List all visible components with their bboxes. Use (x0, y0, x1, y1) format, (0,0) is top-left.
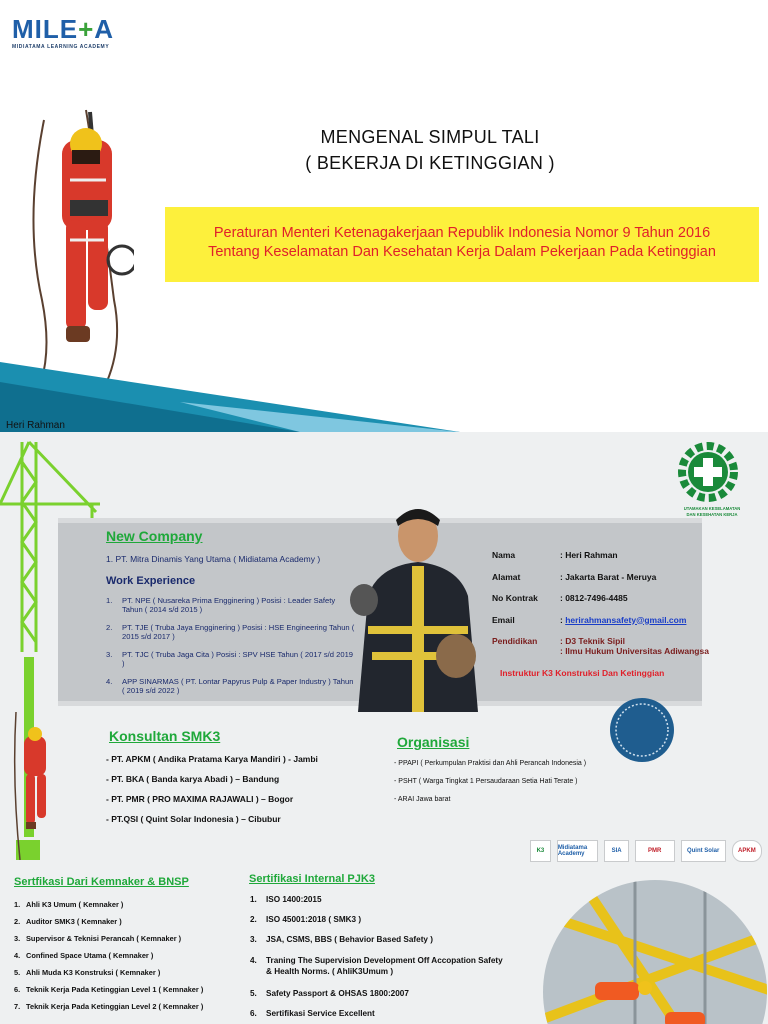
partner-logo-apkm: APKM (732, 840, 762, 862)
bio-row-alamat: Alamat : Jakarta Barat - Meruya (492, 571, 657, 582)
organisasi-heading: Organisasi (397, 734, 470, 750)
regulation-line-2: Tentang Keselamatan Dan Kesehatan Kerja Dalam Pekerjaan Pada Ketinggian (208, 244, 716, 260)
list-item: 5. Ahli Muda K3 Konstruksi ( Kemnaker ) (14, 968, 161, 977)
sertifikasi-kemnaker-heading: Sertfikasi Dari Kemnaker & BNSP (14, 876, 189, 888)
partner-logo-pmr: PMR (635, 840, 675, 862)
list-item: - ARAI Jawa barat (394, 796, 451, 803)
sertifikasi-internal-list (250, 895, 506, 1024)
sertifikasi-kemnaker-list (14, 900, 203, 1019)
regulation-line-1: Peraturan Menteri Ketenagakerjaan Republik Indonesia Nomor 9 Tahun 2016 (213, 225, 711, 241)
email-link[interactable]: herirahmansafety@gmail.com (565, 614, 687, 625)
organisasi-list (394, 760, 586, 814)
list-item: 2. ISO 45001:2018 ( SMK3 ) (250, 915, 362, 924)
partner-logo-quint-solar: Quint Solar (681, 840, 726, 862)
round-badge (608, 696, 676, 764)
teal-swoosh-band (0, 362, 460, 432)
partner-logo-midiatama: Midiatama Academy (557, 840, 599, 862)
konsultan-heading: Konsultan SMK3 (109, 728, 221, 744)
list-item: 4. Traning The Supervision Development Off Accopation Safety & Health Norms. ( AhliK3Umum ) (250, 956, 503, 976)
firefighter-portrait (338, 496, 493, 712)
k3-caption-line-1: UTAMAKAN KESELAMATAN (683, 506, 741, 511)
bio-row-kontrak: No Kontrak : 0812-7496-4485 (492, 593, 628, 603)
partner-logo-sia: SIA (604, 840, 629, 862)
list-item: 7. Teknik Kerja Pada Ketinggian Level 2 ( Kemnaker ) (14, 1002, 204, 1011)
logo-wordmark: MILE+A (12, 14, 115, 44)
bio-details (492, 550, 742, 678)
list-item: 2. PT. TJE ( Truba Jaya Engginering ) Posisi : HSE Engineering Tahun ( 2015 s/d 2017 ) (106, 623, 355, 641)
presentation-title: MENGENAL SIMPUL TALI ( BEKERJA DI KETINGGIAN ) (305, 127, 555, 173)
k3-caption-line-2: DAN KESEHATAN KERJA (686, 512, 738, 517)
list-item: - PSHT ( Warga Tingkat 1 Persaudaraan Setia Hati Terate ) (394, 778, 578, 785)
sertifikasi-internal-heading: Sertifikasi Internal PJK3 (249, 873, 375, 885)
list-item: - PT. BKA ( Banda karya Abadi ) – Bandung (106, 774, 280, 784)
work-experience-heading: Work Experience (106, 575, 196, 587)
list-item: 3. Supervisor & Teknisi Perancah ( Kemnaker ) (14, 934, 182, 943)
list-item: 6. Teknik Kerja Pada Ketinggian Level 1 ( Kemnaker ) (14, 985, 204, 994)
profile-slide (0, 432, 768, 1024)
list-item: 4. APP SINARMAS ( PT. Lontar Papyrus Pulp & Paper Industry ) Tahun ( 2019 s/d 2022 ) (106, 677, 354, 695)
list-item: - PT. PMR ( PRO MAXIMA RAJAWALI ) – Bogor (106, 794, 294, 804)
new-company-heading: New Company (106, 528, 203, 544)
milea-logo (12, 16, 124, 56)
small-climber-illustration (10, 712, 54, 860)
k3-safety-logo (672, 440, 752, 520)
list-item: 2. Auditor SMK3 ( Kemnaker ) (14, 917, 122, 926)
list-item: 1. Ahli K3 Umum ( Kemnaker ) (14, 900, 124, 909)
list-item: 5. Safety Passport & OHSAS 1800:2007 (250, 989, 409, 998)
list-item: 3. PT. TJC ( Truba Jaga Cita ) Posisi : SPV HSE Tahun ( 2017 s/d 2019 ) (106, 650, 354, 668)
regulation-banner (165, 207, 759, 282)
logo-subtitle: MIDIATAMA LEARNING ACADEMY (12, 44, 110, 50)
rescue-training-photo (535, 872, 768, 1024)
partner-logo-k3: K3 (530, 840, 551, 862)
bio-row-pendidikan: Pendidikan : D3 Teknik Sipil : Ilmu Hukum Universitas Adiwangsa (492, 636, 709, 656)
list-item: - PT.QSI ( Quint Solar Indonesia ) – Cibubur (106, 814, 281, 824)
list-item: 1. PT. NPE ( Nusareka Prima Engginering ) Posisi : Leader Safety Tahun ( 2014 s/d 2015 ) (106, 596, 336, 614)
bio-row-nama: Nama : Heri Rahman (492, 550, 618, 560)
new-company-item: 1. PT. Mitra Dinamis Yang Utama ( Midiatama Academy ) (106, 554, 321, 564)
instructor-title: Instruktur K3 Konstruksi Dan Ketinggian (500, 668, 665, 678)
partner-logos (530, 840, 762, 864)
konsultan-list (106, 754, 318, 834)
author-name: Heri Rahman (6, 420, 65, 431)
list-item: - PT. APKM ( Andika Pratama Karya Mandiri ) - Jambi (106, 754, 318, 764)
list-item: - PPAPI ( Perkumpulan Praktisi dan Ahli Perancah Indonesia ) (394, 760, 587, 767)
list-item: 6. Sertifikasi Service Excellent (250, 1009, 375, 1018)
bio-row-email: Email : herirahmansafety@gmail.com (492, 614, 687, 625)
title-slide (0, 0, 768, 432)
list-item: 3. JSA, CSMS, BBS ( Behavior Based Safety ) (250, 935, 433, 944)
list-item: 4. Confined Space Utama ( Kemnaker ) (14, 951, 154, 960)
work-experience-list (106, 596, 356, 704)
list-item: 1. ISO 1400:2015 (250, 895, 322, 904)
rope-climber-illustration (14, 100, 134, 400)
